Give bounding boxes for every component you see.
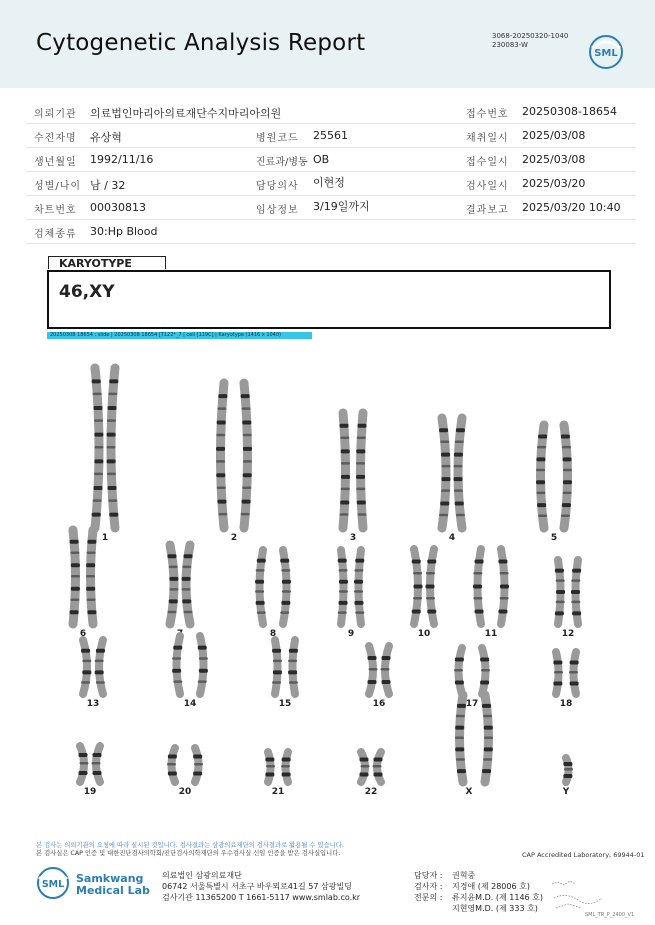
chromosome-1 <box>107 368 119 528</box>
receipt-no-label: 접수번호 <box>466 109 509 120</box>
karyotype-result-box <box>47 270 611 329</box>
specimen-value: 30:Hp Blood <box>90 225 158 238</box>
name-label: 수진자명 <box>34 133 77 144</box>
chromosome-10 <box>426 549 437 624</box>
chromosome-2 <box>216 383 227 528</box>
dept-label: 진료과/병동 <box>256 157 308 168</box>
chromosome-12 <box>555 560 565 624</box>
chromosome-12 <box>571 560 581 624</box>
staff-value: 류지윤M.D. (제 1146 호) <box>452 893 544 902</box>
chromosome-11 <box>473 549 484 624</box>
lab-address <box>162 870 360 903</box>
samkwang-logo-icon <box>36 866 70 900</box>
collection-date-label: 채취일시 <box>466 133 509 144</box>
chromosome-label: 9 <box>347 629 355 639</box>
receipt-date-label: 접수일시 <box>466 157 509 168</box>
chromosome-label: 22 <box>364 787 378 797</box>
chromosome-11 <box>498 549 509 624</box>
chromosome-label: X <box>465 787 473 797</box>
karyogram-image <box>0 340 655 810</box>
info-row <box>26 124 636 148</box>
chromosome-3 <box>339 413 349 528</box>
footer-note-2: 본 검사실은 CAP 인증 및 대한진단검사의학회/진단검사의학재단의 우수검사실 신임 인증을 받은 검사실입니다. <box>36 850 341 857</box>
chromosome-13 <box>81 640 91 694</box>
cap-accreditation: CAP Accredited Laboratory, 69944-01 <box>522 851 645 859</box>
birth-label: 생년월일 <box>34 157 77 168</box>
chromosome-label: 4 <box>448 533 456 543</box>
clinical-label: 임상정보 <box>256 205 299 216</box>
chromosome-22 <box>360 752 370 782</box>
doctor-value: 이현정 <box>313 176 345 189</box>
chart-no-label: 차트번호 <box>34 205 77 216</box>
chromosome-label: 1 <box>101 533 109 543</box>
chromosome-label: 6 <box>79 629 87 639</box>
report-value: 2025/03/20 10:40 <box>522 201 621 214</box>
staff-list <box>414 870 543 914</box>
chromosome-label: 15 <box>278 699 292 709</box>
patient-info-table <box>26 100 636 244</box>
info-row <box>26 172 636 196</box>
specimen-label: 검체종류 <box>34 229 77 240</box>
staff-value: 지경애 (제 28006 호) <box>452 882 530 891</box>
chart-no-value: 00030813 <box>90 201 146 214</box>
chromosome-label: 5 <box>550 533 558 543</box>
chromosome-7 <box>167 545 178 624</box>
chromosome-4 <box>439 418 450 528</box>
karyogram-chromosomes <box>0 340 655 810</box>
svg-text:SML: SML <box>41 879 65 890</box>
reference-line-1: 3068-20250320-1040 <box>492 32 569 40</box>
receipt-no-value: 20250308-18654 <box>522 105 617 118</box>
chromosome-label: 21 <box>271 787 285 797</box>
institution-label: 의뢰기관 <box>34 109 77 120</box>
chromosome-14 <box>172 636 182 694</box>
logo-text: SML <box>594 48 618 59</box>
lab-name-line-2: Medical Lab <box>76 884 150 897</box>
sml-logo-icon <box>588 34 624 70</box>
chromosome-16 <box>381 646 391 694</box>
chromosome-8 <box>280 550 291 624</box>
chromosome-label: 17 <box>465 699 479 709</box>
sex-age-value: 남 / 32 <box>90 179 126 192</box>
karyotype-tab: KARYOTYPE <box>48 256 166 269</box>
form-code: SML_TR_P_2400_V1 <box>585 912 635 918</box>
chromosome-3 <box>356 413 366 528</box>
chromosome-14 <box>198 636 208 694</box>
sex-age-label: 성별/나이 <box>34 181 82 192</box>
chromosome-9 <box>338 550 348 624</box>
chromosome-label: Y <box>562 787 570 797</box>
staff-value: 권혁중 <box>452 871 476 880</box>
report-title: Cytogenetic Analysis Report <box>36 30 366 56</box>
dept-value: OB <box>313 153 330 166</box>
chromosome-label: 12 <box>561 629 575 639</box>
chromosome-8 <box>255 550 266 624</box>
institution-value: 의료법인마리아의료재단수지마리아의원 <box>90 107 282 120</box>
chromosome-label: 2 <box>230 533 238 543</box>
collection-date-value: 2025/03/08 <box>522 129 586 142</box>
staff-value: 지현영M.D. (제 333 호) <box>452 904 538 913</box>
chromosome-10 <box>412 549 423 624</box>
chromosome-6 <box>70 530 80 624</box>
chromosome-13 <box>95 640 105 694</box>
reference-line-2: 230083-W <box>492 41 528 49</box>
info-row <box>26 196 636 220</box>
footer-note-1: 본 검사는 의뢰기관의 요청에 따라 실시된 것입니다. 검사결과는 삼광의료재단의 검사결과로 활용될 수 있습니다. <box>36 842 344 849</box>
chromosome-19 <box>79 746 89 782</box>
chromosome-6 <box>86 530 96 624</box>
info-row <box>26 148 636 172</box>
info-row <box>26 220 636 244</box>
info-row <box>26 100 636 124</box>
address-line-3: 검사기관 11365200 T 1661-5117 www.smlab.co.kr <box>162 893 361 902</box>
chromosome-label: 3 <box>349 533 357 543</box>
chromosome-21 <box>281 752 291 782</box>
clinical-value: 3/19일까지 <box>313 200 370 213</box>
chromosome-22 <box>373 752 383 782</box>
chromosome-label: 8 <box>269 629 277 639</box>
chromosome-Y <box>563 758 573 782</box>
chromosome-21 <box>265 752 275 782</box>
test-date-value: 2025/03/20 <box>522 177 586 190</box>
chromosome-9 <box>354 550 364 624</box>
test-date-label: 검사일시 <box>466 181 509 192</box>
lab-name <box>76 873 150 897</box>
report-header <box>0 0 655 88</box>
chromosome-20 <box>193 748 203 782</box>
doctor-label: 담당의사 <box>256 181 299 192</box>
hospital-code-label: 병원코드 <box>256 133 299 144</box>
chromosome-17 <box>480 648 490 694</box>
chromosome-20 <box>167 748 177 782</box>
chromosome-label: 10 <box>417 629 431 639</box>
chromosome-label: 16 <box>372 699 386 709</box>
receipt-date-value: 2025/03/08 <box>522 153 586 166</box>
chromosome-1 <box>92 368 104 528</box>
chromosome-5 <box>561 425 572 528</box>
chromosome-15 <box>288 640 298 694</box>
chromosome-label: 18 <box>559 699 573 709</box>
chromosome-label: 20 <box>178 787 192 797</box>
chromosome-label: 14 <box>183 699 197 709</box>
chromosome-label: 19 <box>83 787 97 797</box>
chromosome-2 <box>241 383 252 528</box>
lab-name-line-1: Samkwang <box>76 872 144 885</box>
chromosome-label: 13 <box>86 699 100 709</box>
karyotype-result: 46,XY <box>59 282 115 302</box>
chromosome-18 <box>553 652 563 694</box>
address-line-2: 06742 서울특별시 서초구 바우뫼로41길 57 삼광빌딩 <box>162 882 352 891</box>
chromosome-7 <box>182 545 193 624</box>
chromosome-19 <box>92 746 102 782</box>
birth-value: 1992/11/16 <box>90 153 154 166</box>
hospital-code-value: 25561 <box>313 129 348 142</box>
chromosome-label: 11 <box>484 629 498 639</box>
chromosome-17 <box>454 648 464 694</box>
address-line-1: 의료법인 삼광의료재단 <box>162 871 242 880</box>
chromosome-15 <box>272 640 282 694</box>
chromosome-16 <box>368 646 378 694</box>
chromosome-X <box>482 695 493 782</box>
staff-label: 검사자 : <box>414 882 443 891</box>
chromosome-5 <box>536 425 547 528</box>
report-label: 결과보고 <box>466 205 509 216</box>
report-reference <box>492 32 568 50</box>
karyotype-image-caption: 20250308 18654 : slide | 20250308 18654 [T122*_7 | cell [119C] | Karyotype (1416 x 1040) <box>47 332 312 339</box>
staff-label: 전문의 : <box>414 893 443 902</box>
staff-label: 담당자 : <box>414 871 443 880</box>
signature-icon <box>548 878 608 914</box>
chromosome-18 <box>569 652 579 694</box>
footer-notes <box>36 842 456 858</box>
chromosome-4 <box>454 418 465 528</box>
chromosome-label: 7 <box>176 629 184 639</box>
name-value: 유상혁 <box>90 131 122 144</box>
chromosome-X <box>455 695 466 782</box>
